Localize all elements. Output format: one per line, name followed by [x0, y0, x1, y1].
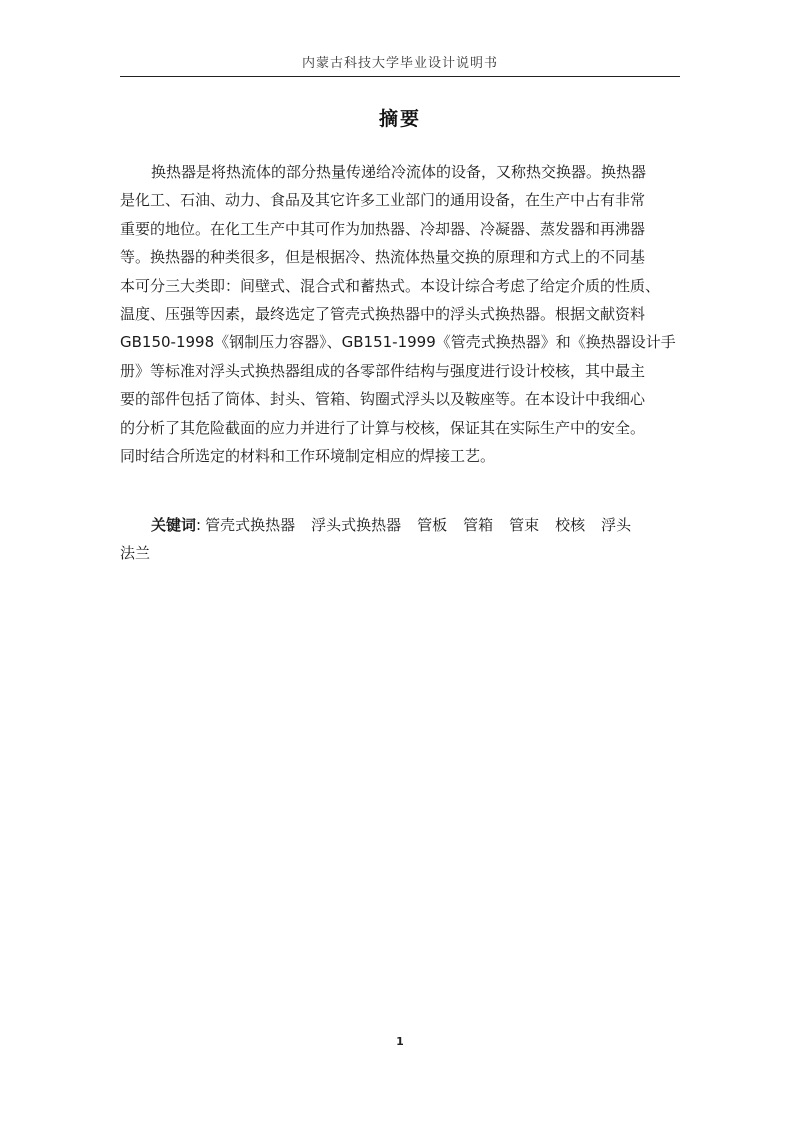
- keywords-line-2: [120, 539, 682, 567]
- keywords-label: 关键词: [151, 516, 197, 534]
- abstract-line: 本可分三大类即：间壁式、混合式和蓄热式。本设计综合考虑了给定介质的性质、: [120, 276, 661, 295]
- page-title: 摘要: [378, 108, 421, 130]
- running-header: 内蒙古科技大学毕业设计说明书: [301, 56, 498, 71]
- page-number: 1: [396, 1035, 404, 1048]
- abstract-line: 册》等标准对浮头式换热器组成的各零部件结构与强度进行设计校核，其中最主: [120, 361, 646, 380]
- abstract-line: 要的部件包括了筒体、封头、管箱、钩圈式浮头以及鞍座等。在本设计中我细心: [120, 390, 646, 409]
- keywords-block: [120, 511, 682, 568]
- abstract-line: 是化工、石油、动力、食品及其它许多工业部门的通用设备，在生产中占有非常: [120, 191, 646, 210]
- abstract-line: 重要的地位。在化工生产中其可作为加热器、冷却器、冷凝器、蒸发器和再沸器: [120, 219, 646, 238]
- keyword: 浮头: [601, 516, 632, 534]
- keyword: 法兰: [120, 544, 151, 563]
- keyword: 校核: [555, 516, 586, 534]
- keyword: 管箱: [463, 516, 494, 534]
- header-divider: [120, 76, 680, 77]
- abstract-line: 同时结合所选定的材料和工作环境制定相应的焊接工艺。: [120, 446, 496, 465]
- abstract-line: 的分析了其危险截面的应力并进行了计算与校核，保证其在实际生产中的安全。: [120, 418, 646, 437]
- abstract-body: [120, 158, 682, 470]
- abstract-line: 温度、压强等因素，最终选定了管壳式换热器中的浮头式换热器。根据文献资料: [120, 304, 646, 323]
- abstract-line: 换热器是将热流体的部分热量传递给冷流体的设备，又称热交换器。换热器: [151, 163, 647, 181]
- keyword: 管板: [417, 516, 448, 534]
- keyword: 浮头式换热器: [311, 516, 402, 534]
- keyword: 管壳式换热器: [205, 516, 296, 534]
- keywords-separator: :: [196, 516, 202, 534]
- abstract-line: GB150-1998《钢制压力容器》、GB151-1999《管壳式换热器》和《换热器设计手: [120, 333, 676, 352]
- keyword: 管束: [509, 516, 540, 534]
- abstract-line: 等。换热器的种类很多，但是根据冷、热流体热量交换的原理和方式上的不同基: [120, 248, 646, 267]
- keywords-line-1: [120, 511, 682, 539]
